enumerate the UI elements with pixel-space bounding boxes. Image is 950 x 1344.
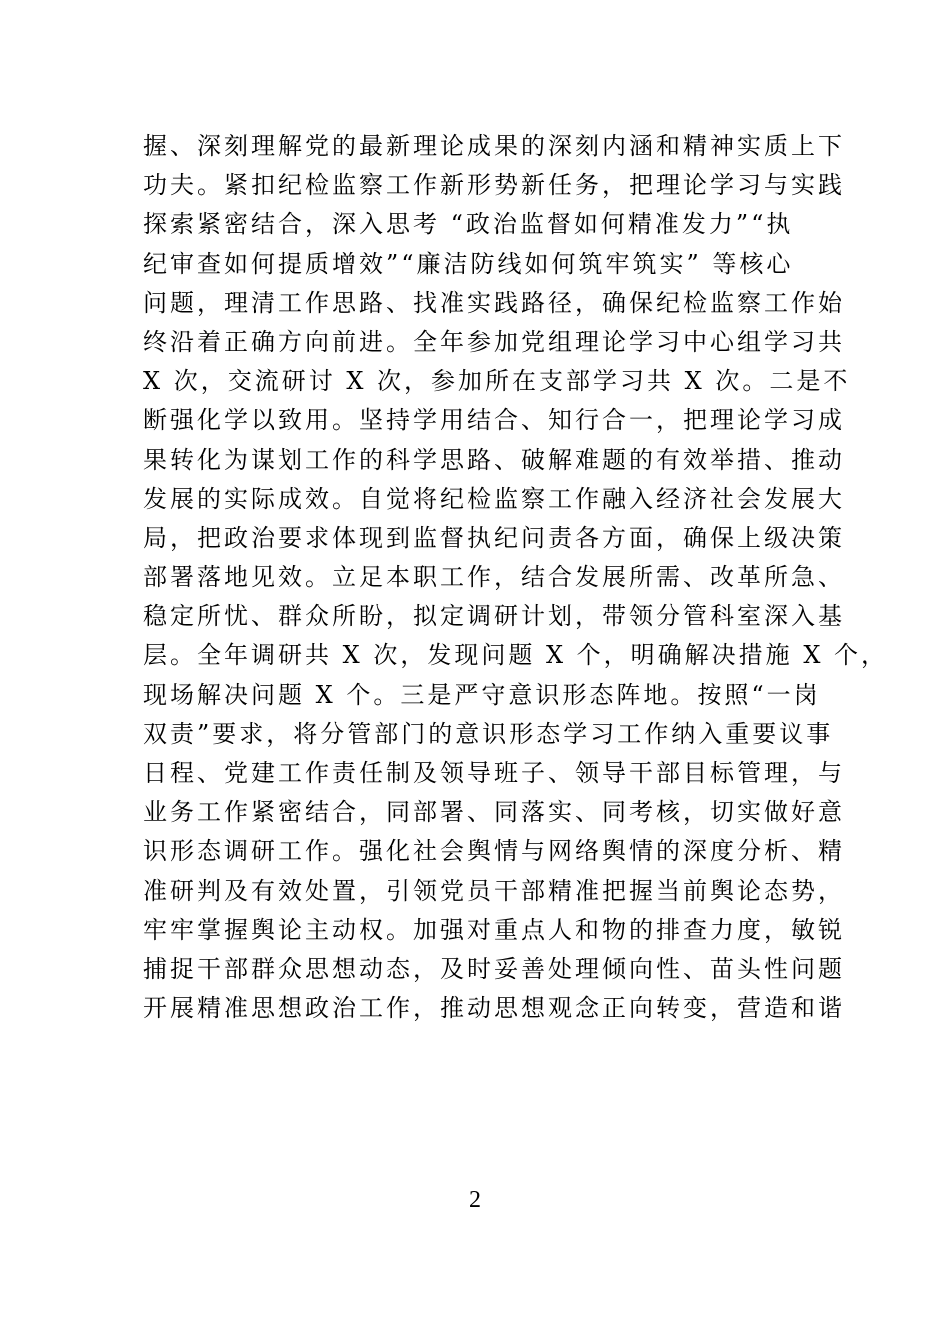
text-line: 功夫。紧扣纪检监察工作新形势新任务，把理论学习与实践 [143, 171, 845, 200]
text-line: 探索紧密结合，深入思考 “政治监督如何精准发力”“执 [143, 210, 794, 239]
text-line: 稳定所忧、群众所盼，拟定调研计划，带领分管科室深入基 [143, 602, 845, 631]
body-text [143, 127, 889, 1028]
text-line: 识形态调研工作。强化社会舆情与网络舆情的深度分析、精 [143, 837, 845, 866]
text-line: 牢牢掌握舆论主动权。加强对重点人和物的排查力度，敏锐 [143, 915, 845, 944]
text-line: 果转化为谋划工作的科学思路、破解难题的有效举措、推动 [143, 445, 845, 474]
text-line: X 次，交流研讨 X 次，参加所在支部学习共 X 次。二是不 [143, 367, 851, 396]
text-line: 现场解决问题 X 个。三是严守意识形态阵地。按照“一岗 [143, 680, 821, 709]
text-line: 业务工作紧密结合，同部署、同落实、同考核，切实做好意 [143, 798, 845, 827]
text-line: 问题，理清工作思路、找准实践路径，确保纪检监察工作始 [143, 288, 845, 317]
text-line: 握、深刻理解党的最新理论成果的深刻内涵和精神实质上下 [143, 132, 845, 160]
text-line: 局，把政治要求体现到监督执纪问责各方面，确保上级决策 [143, 523, 845, 552]
text-line: 捕捉干部群众思想动态，及时妥善处理倾向性、苗头性问题 [143, 954, 845, 983]
text-line: 终沿着正确方向前进。全年参加党组理论学习中心组学习共 [143, 327, 845, 356]
text-line: 发展的实际成效。自觉将纪检监察工作融入经济社会发展大 [143, 484, 845, 513]
page-number: 2 [469, 1187, 481, 1213]
text-line: 双责”要求，将分管部门的意识形态学习工作纳入重要议事 [143, 719, 834, 748]
text-line: 层。全年调研共 X 次，发现问题 X 个，明确解决措施 X 个， [143, 641, 889, 670]
text-line: 断强化学以致用。坚持学用结合、知行合一，把理论学习成 [143, 406, 845, 435]
text-line: 部署落地见效。立足本职工作，结合发展所需、改革所急、 [143, 563, 845, 592]
text-line: 纪审查如何提质增效”“廉洁防线如何筑牢筑实” 等核心 [143, 249, 794, 278]
text-line: 开展精准思想政治工作，推动思想观念正向转变，营造和谐 [143, 994, 845, 1023]
text-line: 准研判及有效处置，引领党员干部精准把握当前舆论态势， [143, 876, 845, 905]
text-line: 日程、党建工作责任制及领导班子、领导干部目标管理，与 [143, 759, 845, 787]
